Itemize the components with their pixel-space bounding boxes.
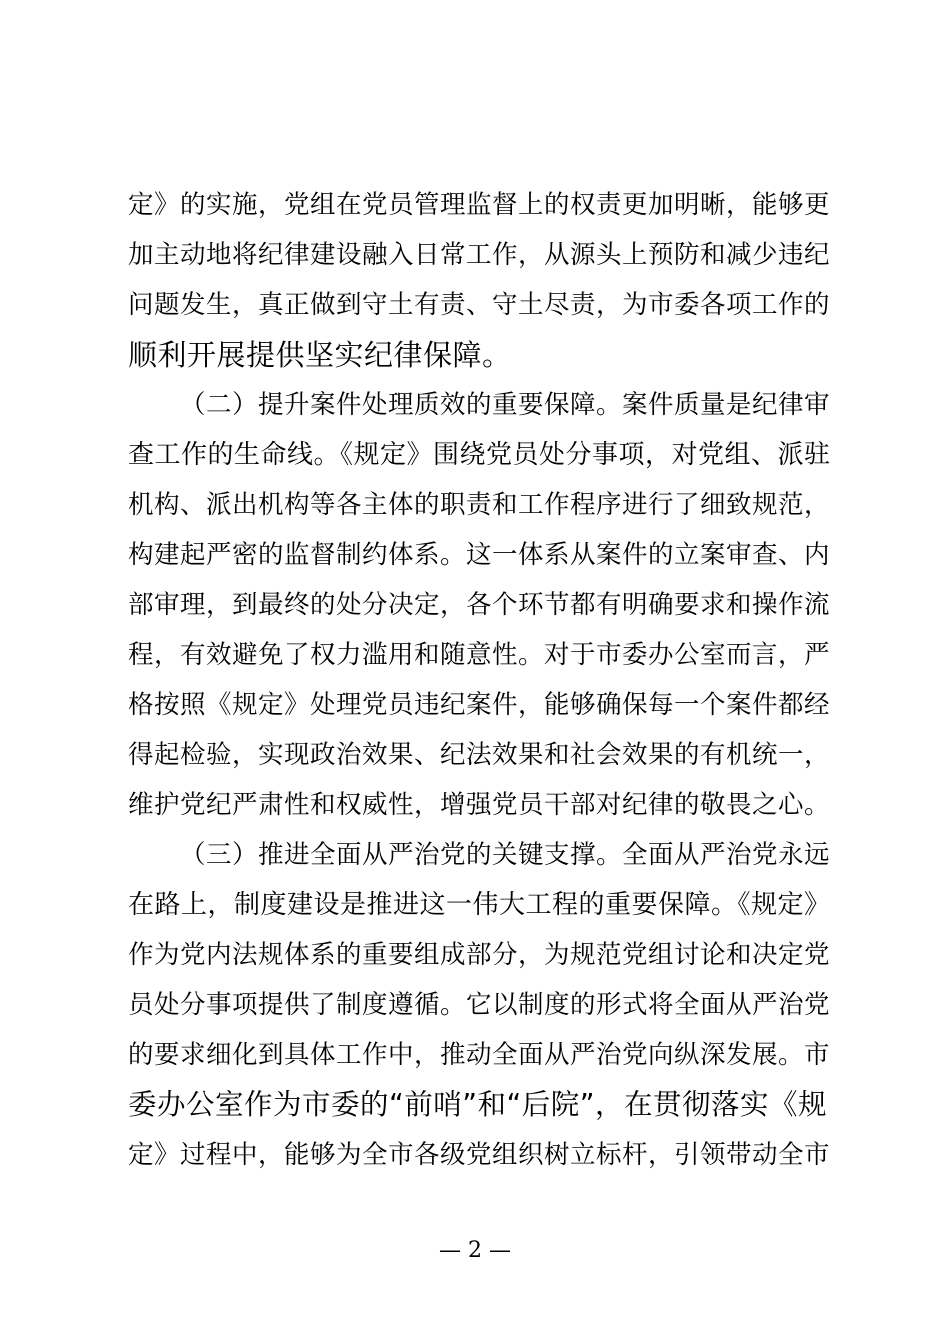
body-text-line: 在路上，制度建设是推进这一伟大工程的重要保障。《规定》 (128, 890, 831, 920)
body-text-line: 部审理，到最终的处分决定，各个环节都有明确要求和操作流 (128, 590, 831, 620)
body-text-line: 问题发生，真正做到守土有责、守土尽责，为市委各项工作的 (128, 290, 831, 320)
body-text-line: 加主动地将纪律建设融入日常工作，从源头上预防和减少违纪 (128, 240, 831, 270)
body-text-line: 程，有效避免了权力滥用和随意性。对于市委办公室而言，严 (128, 640, 831, 670)
page-number: — 2 — (439, 1238, 511, 1263)
body-text-line: 员处分事项提供了制度遵循。它以制度的形式将全面从严治党 (128, 990, 831, 1020)
body-text-line: 作为党内法规体系的重要组成部分，为规范党组讨论和决定党 (128, 940, 831, 970)
section-heading-line: （二）提升案件处理质效的重要保障。案件质量是纪律审 (180, 390, 831, 420)
body-text-line: 定》的实施，党组在党员管理监督上的权责更加明晰，能够更 (128, 190, 831, 220)
body-text-line: 的要求细化到具体工作中，推动全面从严治党向纵深发展。市 (128, 1040, 831, 1070)
body-text-line: 顺利开展提供坚实纪律保障。 (128, 338, 512, 372)
body-text-line: 委办公室作为市委的“前哨”和“后院”，在贯彻落实《规 (128, 1088, 828, 1121)
body-text-line: 构建起严密的监督制约体系。这一体系从案件的立案审查、内 (128, 540, 831, 570)
body-text-line: 维护党纪严肃性和权威性，增强党员干部对纪律的敬畏之心。 (128, 790, 831, 820)
body-text-line: 查工作的生命线。《规定》围绕党员处分事项，对党组、派驻 (128, 440, 831, 470)
body-text-line: 格按照《规定》处理党员违纪案件，能够确保每一个案件都经 (128, 690, 831, 720)
body-text-line: 机构、派出机构等各主体的职责和工作程序进行了细致规范， (128, 490, 831, 520)
body-text-line: 得起检验，实现政治效果、纪法效果和社会效果的有机统一， (128, 740, 831, 770)
body-text-line: 定》过程中，能够为全市各级党组织树立标杆，引领带动全市 (128, 1140, 831, 1170)
section-heading-line: （三）推进全面从严治党的关键支撑。全面从严治党永远 (180, 840, 831, 870)
